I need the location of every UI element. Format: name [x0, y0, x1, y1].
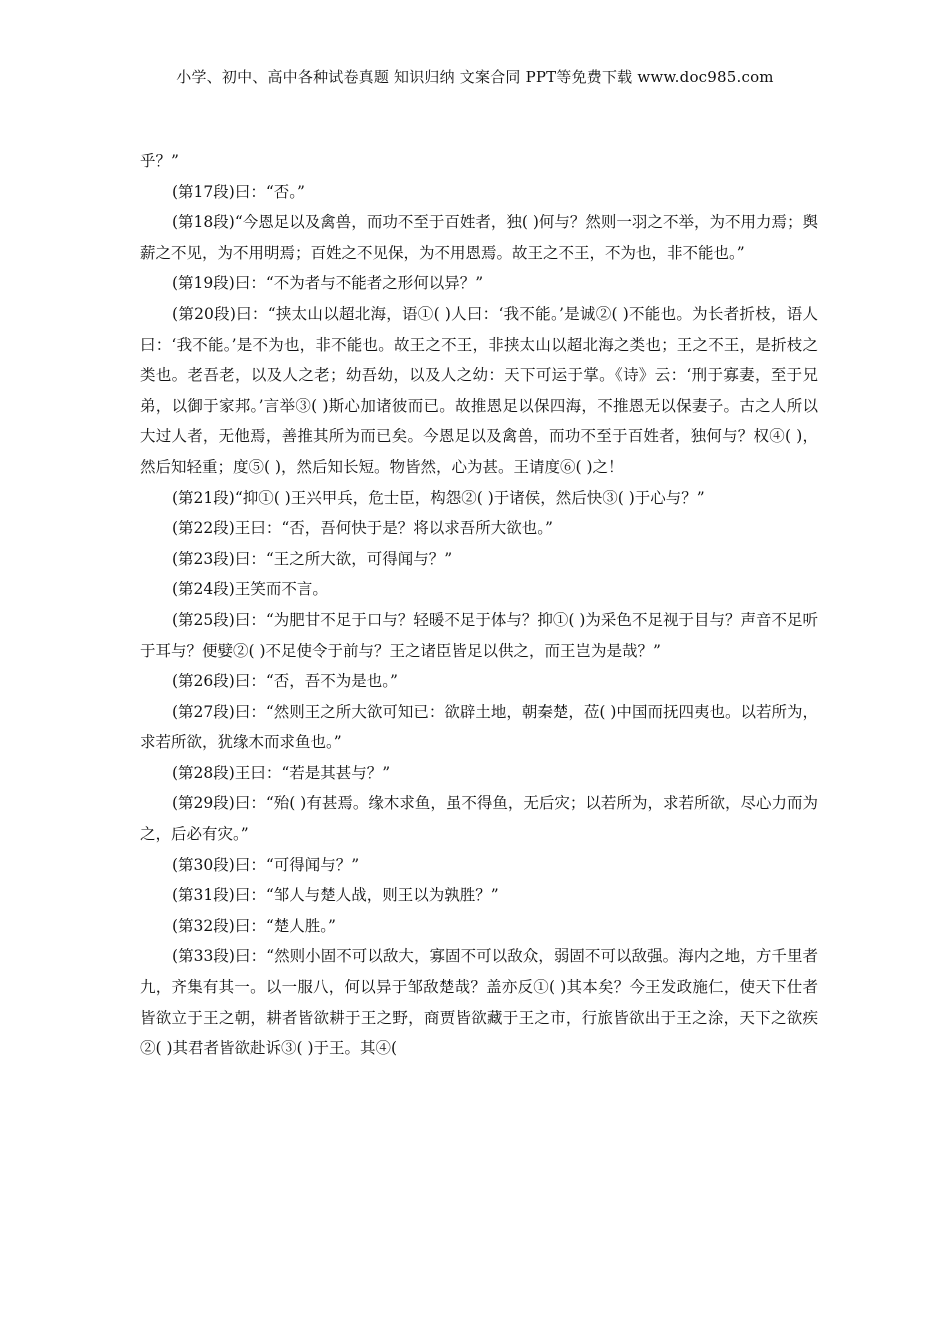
paragraph-30: (第30段)曰：“可得闻与？” [172, 855, 360, 874]
paragraph-23: (第23段)曰：“王之所大欲，可得闻与？” [172, 549, 453, 568]
paragraph-19: (第19段)曰：“不为者与不能者之形何以异？” [172, 274, 484, 293]
paragraph-24: (第24段)王笑而不言。 [172, 580, 328, 599]
document-body [140, 146, 818, 1064]
paragraph-29: (第29段)曰：“殆( )有甚焉。缘木求鱼，虽不得鱼，无后灾；以若所为，求若所欲，尽心力而为之，后必有灾。” [140, 794, 818, 844]
paragraph-17: (第17段)曰：“否。” [172, 182, 305, 201]
paragraph-28: (第28段)王曰：“若是其甚与？” [172, 763, 391, 782]
paragraph-25: (第25段)曰：“为肥甘不足于口与？轻暖不足于体与？抑①( )为采色不足视于目与？声音不足听于耳与？便嬖②( )不足使令于前与？王之诸臣皆足以供之，而王岂为是哉？” [140, 610, 818, 660]
paragraph-22: (第22段)王曰：“否，吾何快于是？将以求吾所大欲也。” [172, 519, 553, 538]
paragraph-16-continuation: 乎？” [140, 152, 179, 170]
paragraph-26: (第26段)曰：“否，吾不为是也。” [172, 672, 398, 691]
paragraph-33: (第33段)曰：“然则小固不可以敌大，寡固不可以敌众，弱固不可以敌强。海内之地，方千里者九，齐集有其一。以一服八，何以异于邹敌楚哉？盖亦反①( )其本矣？今王发政施仁，使天下仕者皆欲立于王之朝，耕者皆欲耕于王之野，商贾皆欲藏于王之市，行旅皆欲出于王之涂，天下之欲疾②( )其君者皆欲赴诉③( )于王。其④( [140, 947, 818, 1058]
paragraph-18: (第18段)“今恩足以及禽兽，而功不至于百姓者，独( )何与？然则一羽之不举，为不用力焉；舆薪之不见，为不用明焉；百姓之不见保，为不用恩焉。故王之不王，不为也，非不能也。” [140, 213, 818, 262]
paragraph-27: (第27段)曰：“然则王之所大欲可知已：欲辟土地，朝秦楚，莅( )中国而抚四夷也。以若所为，求若所欲，犹缘木而求鱼也。” [140, 702, 818, 752]
paragraph-21: (第21段)“抑①( )王兴甲兵，危士臣，构怨②( )于诸侯，然后快③( )于心与？” [172, 488, 705, 507]
paragraph-32: (第32段)曰：“楚人胜。” [172, 916, 336, 935]
paragraph-20: (第20段)曰：“挟太山以超北海，语①( )人曰：‘我不能。’是诚②( )不能也。为长者折枝，语人曰：‘我不能。’是不为也，非不能也。故王之不王，非挟太山以超北海之类也；王之不王，是折枝之类也。老吾老，以及人之老；幼吾幼，以及人之幼：天下可运于掌。《诗》云：‘刑于寡妻，至于兄弟，以御于家邦。’言举③( )斯心加诸彼而已。故推恩足以保四海，不推恩无以保妻子。古之人所以大过人者，无他焉，善推其所为而已矣。今恩足以及禽兽，而功不至于百姓者，独何与？权④( )，然后知轻重；度⑤( )，然后知长短。物皆然，心为甚。王请度⑥( )之！ [140, 304, 818, 476]
paragraph-31: (第31段)曰：“邹人与楚人战，则王以为孰胜？” [172, 886, 499, 905]
page-header: 小学、初中、高中各种试卷真题 知识归纳 文案合同 PPT等免费下载 www.doc985.com [176, 68, 774, 86]
